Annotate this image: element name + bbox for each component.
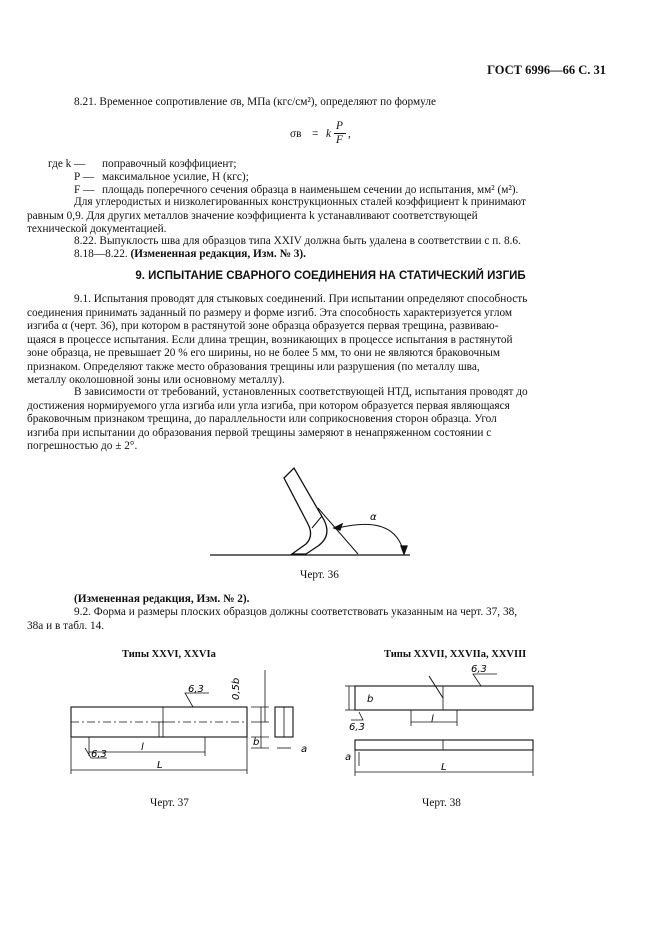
fig38-L: L	[441, 762, 447, 773]
fig37-b: b	[253, 737, 260, 748]
ref-range: 8.18—8.22.	[74, 248, 128, 260]
fig36-arrow-top	[334, 524, 342, 530]
fig38-top-specimen	[355, 686, 533, 710]
line: изгиба α (черт. 36), при котором в растянутой зоне образца образуется первая трещина, развиваю-	[27, 320, 499, 332]
line: 9.1. Испытания проводят для стыковых соединений. При испытании определяют способность	[74, 293, 528, 305]
line: изгиба при испытании до образования первой трещины замеряют в ненапряженном состоянии с	[27, 426, 492, 439]
fig38-b: b	[367, 694, 374, 705]
fig37-rough-bot: 6,3	[91, 749, 107, 760]
formula-lhs: σв	[290, 128, 302, 140]
formula-eq: =	[312, 128, 319, 140]
line: 9.2. Форма и размеры плоских образцов должны соответствовать указанным на черт. 37, 38,	[74, 606, 518, 618]
formula-k: k	[326, 128, 332, 140]
fig37-L: L	[157, 760, 163, 771]
formula-den: F	[336, 134, 343, 146]
fig38-caption: Черт. 38	[422, 797, 461, 809]
para-9-1	[27, 293, 577, 388]
fig38-l: l	[431, 714, 434, 725]
line: щаяся в процессе испытания. Если длина трещин, возникающих в процессе испытания в растянутой	[27, 333, 513, 346]
fig38-bottom-specimen	[355, 740, 533, 750]
line: браковочным признаком трещина, до параллельности или соприкосновения сторон образца. Угол	[27, 413, 497, 425]
fig37-l: l	[141, 742, 144, 753]
line: соединения принимать заданный по размеру и форме изгиб. Эта способность характеризуется углом	[27, 306, 513, 319]
line: достижения нормируемого угла изгиба или угла изгиба, при котором образуется первая являющаяся	[27, 399, 510, 412]
formula-comma: ,	[348, 128, 351, 140]
line: технической документацией.	[27, 223, 167, 235]
fig38-a: a	[345, 752, 352, 763]
formula-sigma	[290, 120, 410, 150]
line: погрешностью до ± 2°.	[27, 440, 138, 452]
para-8-22: 8.22. Выпуклость шва для образцов типа XXIV должна быть удалена в соответствии с п. 8.6.	[74, 235, 521, 247]
fig36-angle-ray	[318, 508, 358, 554]
line: В зависимости от требований, установленных соответствующей НТД, испытания проводят до	[74, 386, 528, 398]
where-f-text: площадь поперечного сечения образца в наименьшем сечении до испытания, мм² (м²).	[102, 184, 519, 196]
fig37-a: a	[301, 744, 308, 755]
fig36-alpha: α	[370, 512, 377, 523]
section-title: 9. ИСПЫТАНИЕ СВАРНОГО СОЕДИНЕНИЯ НА СТАТИЧЕСКИЙ ИЗГИБ	[135, 270, 526, 282]
fig37-caption: Черт. 37	[150, 797, 189, 809]
fig36-angle-arc	[338, 524, 404, 554]
para-carbon	[27, 196, 577, 237]
fig38-rough-top: 6,3	[471, 664, 487, 675]
line: равным 0,9. Для других металлов значение коэффициента k устанавливают соответствующей	[27, 209, 478, 222]
where-k-text: поправочный коэффициент;	[102, 158, 237, 170]
fig36-weld	[312, 516, 322, 528]
fig36-caption: Черт. 36	[300, 569, 339, 581]
fig36-arrow-bot	[401, 546, 407, 554]
fig37-title: Типы XXVI, XXVIa	[122, 649, 216, 660]
fig37-rough-top: 6,3	[188, 684, 204, 695]
para-8-21: 8.21. Временное сопротивление σв, МПа (кгс/см²), определяют по формуле	[74, 96, 436, 108]
where-f-sym: F —	[74, 184, 95, 196]
amend-2: (Измененная редакция, Изм. № 2).	[74, 593, 250, 605]
fig38-rough-left: 6,3	[349, 722, 365, 733]
figure-36	[200, 450, 420, 560]
line: признаком. Определяют также место образования трещины или разрушения (по металлу шва,	[27, 360, 480, 373]
line: 38а и в табл. 14.	[27, 619, 105, 632]
para-8-18	[74, 248, 306, 261]
where-p-sym: P —	[74, 171, 94, 183]
where-p-text: максимальное усилие, Н (кгс);	[102, 171, 249, 183]
figure-38	[345, 660, 565, 800]
line: металлу околошовной зоны или основному металлу).	[27, 374, 285, 386]
where-k-sym: где k —	[48, 158, 86, 170]
fig38-title: Типы XXVII, XXVIIa, XXVIII	[384, 649, 527, 660]
formula-num: P	[336, 120, 343, 132]
amend-3: (Измененная редакция, Изм. № 3).	[130, 248, 306, 260]
page-header: ГОСТ 6996—66 С. 31	[487, 63, 606, 77]
para-depend	[27, 386, 577, 454]
line: зоне образца, не превышает 20 % его ширины, но не более 5 мм, то они не являются браковочным	[27, 347, 501, 359]
para-9-2	[27, 606, 577, 633]
fig37-half-b: 0,5b	[231, 677, 242, 700]
figure-37	[65, 660, 325, 800]
line: Для углеродистых и низколегированных конструкционных сталей коэффициент k принимают	[74, 196, 526, 208]
